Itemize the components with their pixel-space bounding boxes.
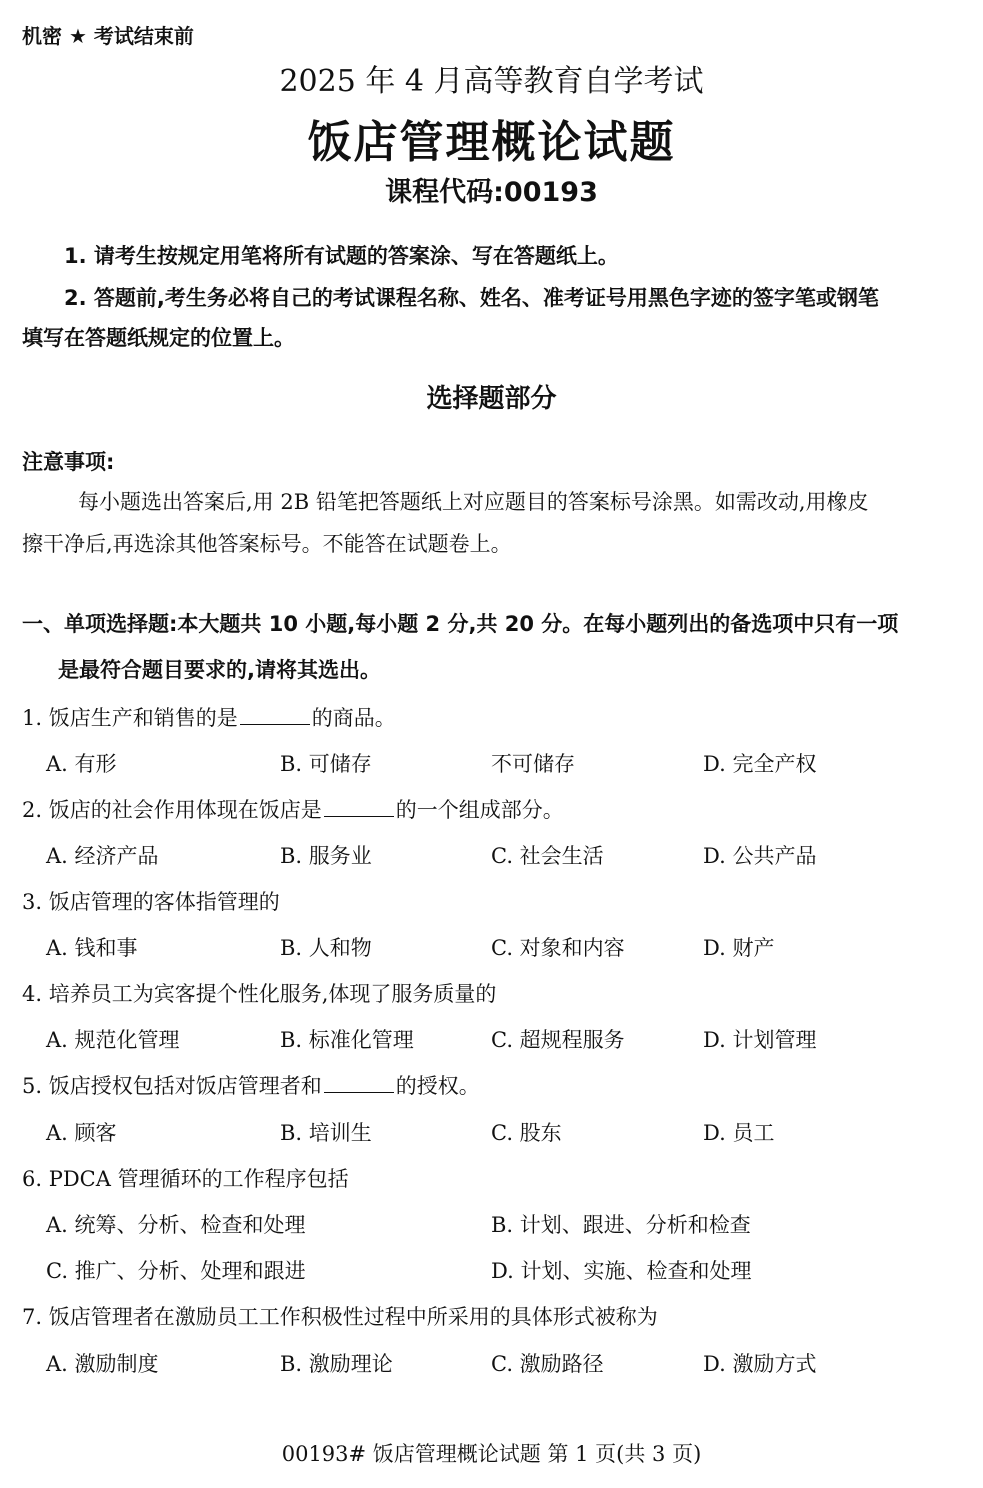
question-1-text-before-blank: 1. 饭店生产和销售的是 xyxy=(22,706,238,730)
question-6-option-a: A. 统筹、分析、检查和处理 xyxy=(46,1213,306,1237)
question-6-option-b: B. 计划、跟进、分析和检查 xyxy=(491,1213,751,1237)
answer-blank xyxy=(324,1074,394,1093)
question-4: 4. 培养员工为宾客提个性化服务,体现了服务质量的 xyxy=(22,982,497,1006)
question-4-option-b: B. 标准化管理 xyxy=(280,1028,414,1052)
question-2-option-d: D. 公共产品 xyxy=(703,844,817,868)
question-5-option-d: D. 员工 xyxy=(703,1121,775,1145)
question-6: 6. PDCA 管理循环的工作程序包括 xyxy=(22,1167,349,1191)
notice-line-2: 擦干净后,再选涂其他答案标号。不能答在试题卷上。 xyxy=(22,532,512,556)
notice-label: 注意事项: xyxy=(22,450,115,474)
question-3-option-b: B. 人和物 xyxy=(280,936,372,960)
question-3-option-a: A. 钱和事 xyxy=(46,936,138,960)
question-2-option-c: C. 社会生活 xyxy=(491,844,604,868)
question-7-option-b: B. 激励理论 xyxy=(280,1352,393,1376)
question-5-option-c: C. 股东 xyxy=(491,1121,562,1145)
instruction-item-2-line-2: 填写在答题纸规定的位置上。 xyxy=(22,326,295,350)
section-title: 选择题部分 xyxy=(426,384,557,414)
question-1-option-b: B. 可储存 xyxy=(280,752,372,776)
question-6-option-d: D. 计划、实施、检查和处理 xyxy=(491,1259,752,1283)
question-2-option-a: A. 经济产品 xyxy=(46,844,159,868)
question-2-text-after-blank: 的一个组成部分。 xyxy=(395,798,564,822)
question-3: 3. 饭店管理的客体指管理的 xyxy=(22,890,280,914)
answer-blank xyxy=(324,798,394,817)
question-7-option-c: C. 激励路径 xyxy=(491,1352,604,1376)
question-3-option-d: D. 财产 xyxy=(703,936,775,960)
question-1-option-a: A. 有形 xyxy=(46,752,117,776)
question-1-option-c: 不可储存 xyxy=(491,752,575,776)
question-3-option-c: C. 对象和内容 xyxy=(491,936,625,960)
answer-blank xyxy=(240,706,310,725)
question-4-option-d: D. 计划管理 xyxy=(703,1028,817,1052)
question-4-option-a: A. 规范化管理 xyxy=(46,1028,180,1052)
page-footer: 00193# 饭店管理概论试题 第 1 页(共 3 页) xyxy=(281,1442,702,1466)
paper-title: 饭店管理概论试题 xyxy=(307,117,676,168)
notice-line-1: 每小题选出答案后,用 2B 铅笔把答题纸上对应题目的答案标号涂黑。如需改动,用橡皮 xyxy=(78,490,869,514)
exam-title: 2025 年 4 月高等教育自学考试 xyxy=(279,64,704,99)
question-7-option-a: A. 激励制度 xyxy=(46,1352,159,1376)
question-1-text-after-blank: 的商品。 xyxy=(311,706,396,730)
question-4-option-c: C. 超规程服务 xyxy=(491,1028,625,1052)
question-2-option-b: B. 服务业 xyxy=(280,844,372,868)
question-1 xyxy=(22,702,396,732)
question-6-option-c: C. 推广、分析、处理和跟进 xyxy=(46,1259,306,1283)
question-2-text-before-blank: 2. 饭店的社会作用体现在饭店是 xyxy=(22,798,322,822)
question-2 xyxy=(22,794,564,824)
question-7-option-d: D. 激励方式 xyxy=(703,1352,817,1376)
course-code: 课程代码:00193 xyxy=(385,177,598,208)
question-5-text-before-blank: 5. 饭店授权包括对饭店管理者和 xyxy=(22,1074,322,1098)
part-1-heading-line-1: 一、单项选择题:本大题共 10 小题,每小题 2 分,共 20 分。在每小题列出的备选项中只有一项 xyxy=(22,612,899,636)
question-1-option-d: D. 完全产权 xyxy=(703,752,817,776)
question-7: 7. 饭店管理者在激励员工工作积极性过程中所采用的具体形式被称为 xyxy=(22,1305,658,1329)
instruction-item-2-line-1: 2. 答题前,考生务必将自己的考试课程名称、姓名、准考证号用黑色字迹的签字笔或钢笔 xyxy=(64,286,879,310)
question-5 xyxy=(22,1070,480,1100)
confidential-label: 机密 ★ 考试结束前 xyxy=(22,24,194,48)
question-5-option-a: A. 顾客 xyxy=(46,1121,117,1145)
part-1-heading-line-2: 是最符合题目要求的,请将其选出。 xyxy=(58,658,381,682)
question-5-option-b: B. 培训生 xyxy=(280,1121,372,1145)
instruction-item-1: 1. 请考生按规定用笔将所有试题的答案涂、写在答题纸上。 xyxy=(64,244,619,268)
question-5-text-after-blank: 的授权。 xyxy=(395,1074,480,1098)
